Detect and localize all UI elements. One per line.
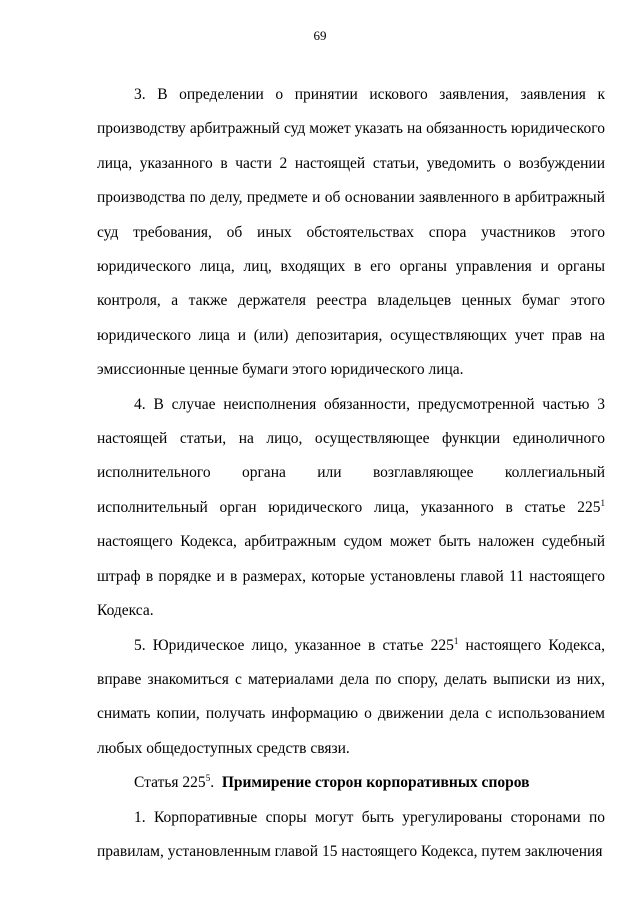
- page-number: 69: [313, 28, 327, 43]
- article-prefix: Статья 225: [134, 774, 206, 792]
- paragraph-4-superscript: 1: [600, 497, 605, 508]
- paragraph-4-text-before: 4. В случае неисполнения обязанности, предусмотренной частью 3 настоящей статьи, на лицо, осуществляющее функции единоличного исполнительного органа или возглавляющее коллегиальный исполнительный орган юридического лица, указанного в статье 225: [97, 395, 605, 516]
- paragraph-5-text-before: 5. Юридическое лицо, указанное в статье 225: [134, 636, 454, 654]
- article-superscript: 5: [205, 773, 211, 784]
- paragraph-3: [97, 78, 605, 388]
- article-heading: [97, 766, 605, 800]
- paragraph-article-1: [97, 801, 605, 870]
- article-dot: .: [210, 774, 215, 792]
- paragraph-5-superscript: 1: [453, 635, 459, 646]
- paragraph-5-text-after: настоящего Кодекса, вправе знакомиться с материалами дела по спору, делать выписки из них, снимать копии, получать информацию о движении дела с использованием любых общедоступных средств связи.: [97, 636, 605, 757]
- document-body: [97, 78, 605, 869]
- paragraph-4: [97, 388, 605, 629]
- paragraph-5: [97, 629, 605, 767]
- article-title: Примирение сторон корпоративных споров: [221, 774, 530, 792]
- paragraph-3-text: 3. В определении о принятии искового заявления, заявления к производству арбитражный суд может указать на обязанность юридического лица, указанного в части 2 настоящей статьи, уведомить о возбуждении производства по делу, предмете и об основании заявленного в арбитражный суд требования, об иных обстоятельствах спора участников этого юридического лица, лиц, входящих в его органы управления и органы контроля, а также держателя реестра владельцев ценных бумаг этого юридического лица и (или) депозитария, осуществляющих учет прав на эмиссионные ценные бумаги этого юридического лица.: [97, 86, 605, 379]
- paragraph-article-1-text: 1. Корпоративные споры могут быть урегулированы сторонами по правилам, установленным главой 15 настоящего Кодекса, путем заключения: [97, 808, 605, 860]
- paragraph-4-text-after: настоящего Кодекса, арбитражным судом может быть наложен судебный штраф в порядке и в размерах, которые установлены главой 11 настоящего Кодекса.: [97, 533, 605, 620]
